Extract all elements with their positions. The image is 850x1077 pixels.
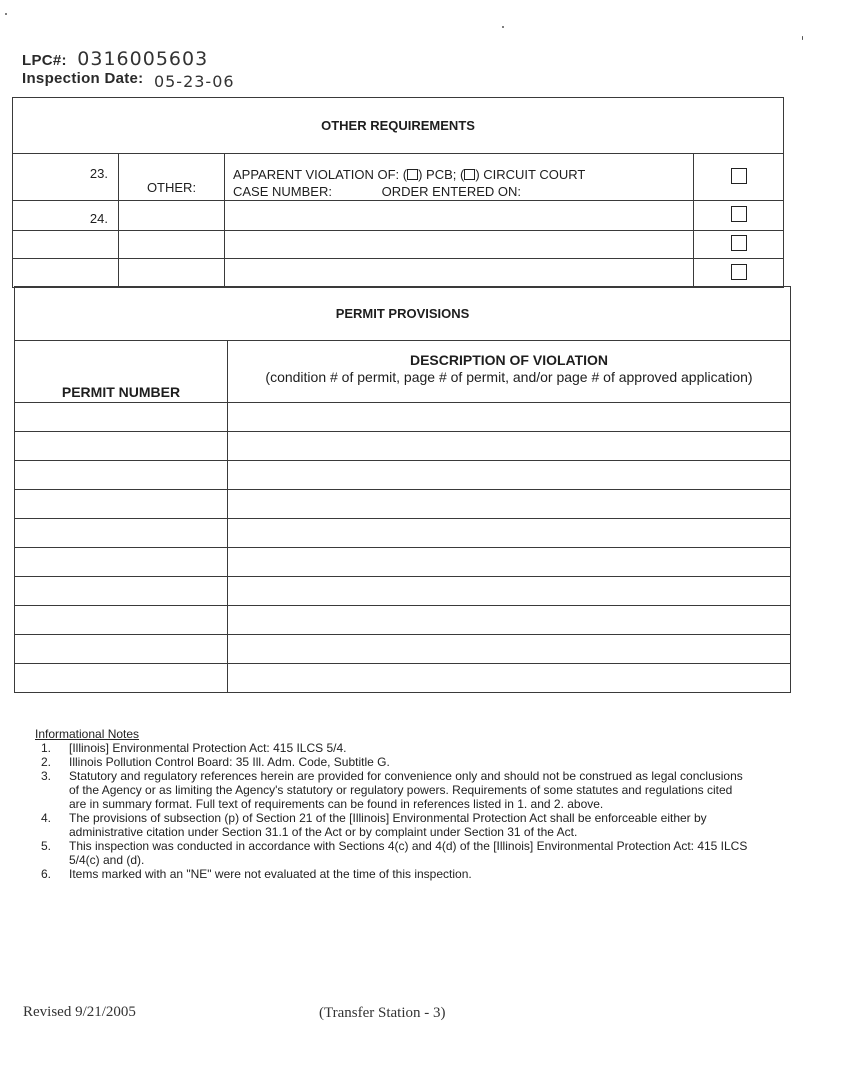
permit-row-6-description[interactable]	[228, 548, 791, 577]
informational-notes	[35, 727, 750, 881]
row-23-other-cell	[119, 154, 225, 201]
permit-row-9-description[interactable]	[228, 635, 791, 664]
permit-row-10-description[interactable]	[228, 664, 791, 693]
row-24-other-cell	[119, 201, 225, 231]
permit-row-7-description[interactable]	[228, 577, 791, 606]
permit-row-8-description[interactable]	[228, 606, 791, 635]
permit-number-header: PERMIT NUMBER	[61, 384, 181, 400]
row-blank-1-text-cell	[225, 231, 694, 259]
permit-row-10-number[interactable]	[15, 664, 228, 693]
revised-date: Revised 9/21/2005	[23, 1004, 136, 1020]
apparent-violation-prefix: APPARENT VIOLATION OF: (	[233, 167, 408, 182]
row-blank-1-checkbox[interactable]	[731, 235, 747, 251]
description-subheader: (condition # of permit, page # of permit, and/or page # of approved application)	[265, 369, 753, 385]
row-23-number: 23.	[89, 166, 108, 181]
row-blank-2-other-cell	[119, 259, 225, 288]
permit-row-4-number[interactable]	[15, 490, 228, 519]
permit-provisions-table	[14, 286, 791, 693]
row-24-text-cell	[225, 201, 694, 231]
lpc-row	[22, 48, 208, 70]
description-header-cell	[228, 341, 791, 403]
row-blank-2-check-cell	[694, 259, 784, 288]
permit-row-1-description[interactable]	[228, 403, 791, 432]
row-blank-2-checkbox[interactable]	[731, 264, 747, 280]
row-23-other-label: OTHER:	[146, 180, 197, 195]
row-blank-1-other-cell	[119, 231, 225, 259]
pcb-label: ) PCB; (	[418, 167, 465, 182]
note-3: 3. Statutory and regulatory references herein are provided for convenience only and should not be construed as legal conclusions of the Agency or as limiting the Agency's statutory or regulatory powers. Requirements of some statutes and regulations cited are in summary format. Full text of requirements can be found in references listed in 1. and 2. above.	[41, 769, 743, 811]
order-entered-label: ORDER ENTERED ON:	[381, 184, 521, 199]
permit-row-5-description[interactable]	[228, 519, 791, 548]
other-requirements-title: OTHER REQUIREMENTS	[13, 98, 784, 154]
inspection-date-value: 05-23-06	[153, 72, 235, 91]
permit-row-1-number[interactable]	[15, 403, 228, 432]
case-number-label: CASE NUMBER:	[233, 184, 332, 199]
permit-row-4-description[interactable]	[228, 490, 791, 519]
permit-row-8-number[interactable]	[15, 606, 228, 635]
row-blank-1-number-cell	[13, 231, 119, 259]
note-5: 5. This inspection was conducted in accordance with Sections 4(c) and 4(d) of the [Illinois] Environmental Protection Act: 415 ILCS 5/4(c) and (d).	[41, 839, 748, 867]
row-blank-1-check-cell	[694, 231, 784, 259]
lpc-label: LPC#:	[22, 52, 67, 69]
row-blank-2-number-cell	[13, 259, 119, 288]
note-6: 6. Items marked with an "NE" were not evaluated at the time of this inspection.	[41, 867, 472, 881]
permit-row-9-number[interactable]	[15, 635, 228, 664]
inspection-date-row	[22, 68, 235, 91]
description-header: DESCRIPTION OF VIOLATION	[409, 352, 609, 368]
case-order-line	[233, 183, 693, 200]
apparent-violation-line	[233, 166, 693, 183]
circuit-court-checkbox[interactable]	[464, 169, 475, 180]
row-24-number: 24.	[89, 211, 108, 226]
permit-row-3-number[interactable]	[15, 461, 228, 490]
permit-row-6-number[interactable]	[15, 548, 228, 577]
permit-row-2-description[interactable]	[228, 432, 791, 461]
circuit-court-label: ) CIRCUIT COURT	[475, 167, 586, 182]
row-23-number-cell	[13, 154, 119, 201]
pcb-checkbox[interactable]	[407, 169, 418, 180]
note-4: 4. The provisions of subsection (p) of Section 21 of the [Illinois] Environmental Protection Act shall be enforceable either by administrative citation under Section 31.1 of the Act or by complaint under Section 31 of the Act.	[41, 811, 707, 839]
row-23-checkbox[interactable]	[731, 168, 747, 184]
permit-provisions-title: PERMIT PROVISIONS	[15, 287, 791, 341]
page-label: (Transfer Station - 3)	[319, 1005, 446, 1021]
row-23-violation-cell	[225, 154, 694, 201]
row-blank-2-text-cell	[225, 259, 694, 288]
permit-row-7-number[interactable]	[15, 577, 228, 606]
note-2: 2. Illinois Pollution Control Board: 35 Ill. Adm. Code, Subtitle G.	[41, 755, 390, 769]
row-24-checkbox[interactable]	[731, 206, 747, 222]
lpc-value: 0316005603	[77, 48, 209, 70]
permit-row-2-number[interactable]	[15, 432, 228, 461]
permit-row-3-description[interactable]	[228, 461, 791, 490]
other-requirements-table	[12, 97, 784, 288]
informational-notes-title: Informational Notes	[35, 727, 140, 741]
row-24-number-cell	[13, 201, 119, 231]
inspection-date-label: Inspection Date:	[22, 70, 144, 87]
permit-row-5-number[interactable]	[15, 519, 228, 548]
permit-number-header-cell	[15, 341, 228, 403]
note-1: 1. [Illinois] Environmental Protection Act: 415 ILCS 5/4.	[41, 741, 347, 755]
row-24-check-cell	[694, 201, 784, 231]
row-23-check-cell	[694, 154, 784, 201]
